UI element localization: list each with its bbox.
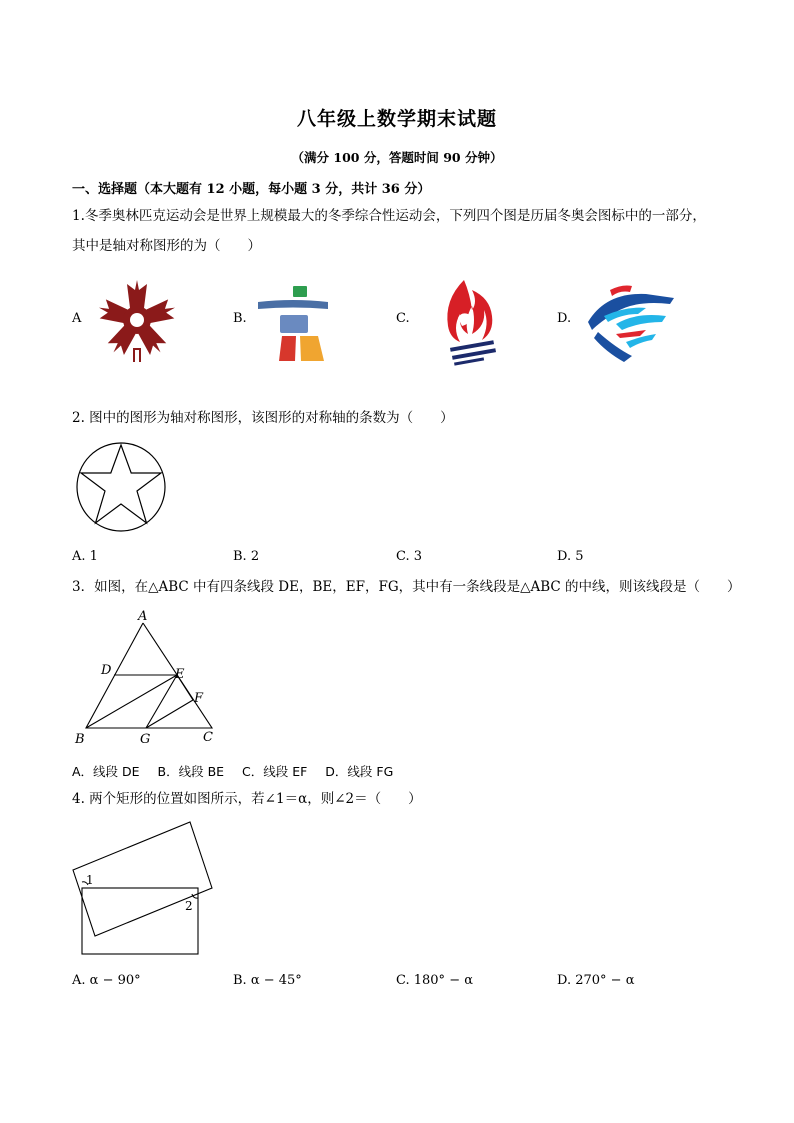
circle-star-figure [75, 441, 167, 533]
label-f: F [194, 691, 204, 706]
page-title: 八年级上数学期末试题 [296, 108, 497, 130]
q4-option-c: C. 180° − α [396, 973, 473, 988]
angle-1-label: 1 [86, 873, 94, 887]
label-a: A [138, 609, 148, 624]
q1-option-b-label: B. [233, 311, 247, 326]
q1-option-c-label: C. [396, 311, 410, 326]
label-g: G [140, 732, 151, 747]
q3-option-b: B．线段 BE [157, 764, 225, 779]
q4-option-a: A. α − 90° [72, 973, 141, 988]
ribbon-emblem-icon [586, 282, 676, 364]
label-e: E [175, 667, 185, 682]
q4-text: 4. 两个矩形的位置如图所示，若∠1＝α，则∠2＝（ ） [72, 791, 422, 807]
two-rectangles-figure [70, 818, 216, 960]
triangle-abc-figure [72, 608, 222, 748]
q3-option-d: D．线段 FG [325, 764, 394, 779]
angle-2-label: 2 [185, 899, 193, 913]
q2-option-c: C. 3 [396, 549, 423, 564]
q1-text-line1: 1.冬季奥林匹克运动会是世界上规模最大的冬季综合性运动会，下列四个图是历届冬奥会图标中的一部分， [72, 208, 706, 224]
label-c: C [203, 730, 213, 745]
q3-option-a: A．线段 DE [72, 764, 140, 779]
label-b: B [75, 732, 85, 747]
q4-option-d: D. 270° − α [557, 973, 635, 988]
torch-flame-emblem-icon [442, 276, 498, 364]
inukshuk-emblem-icon [258, 286, 328, 362]
q1-option-d-label: D. [557, 311, 572, 326]
label-d: D [101, 663, 112, 678]
page-subtitle: （满分 100 分，答题时间 90 分钟） [291, 150, 503, 165]
q2-option-a: A. 1 [72, 549, 98, 564]
q2-text: 2. 图中的图形为轴对称图形，该图形的对称轴的条数为（ ） [72, 410, 454, 426]
snowflake-emblem-icon [92, 278, 182, 364]
q1-option-a-label: A [72, 311, 82, 326]
q2-option-b: B. 2 [233, 549, 260, 564]
q3-options [72, 762, 393, 780]
section-title: 一、选择题（本大题有 12 小题，每小题 3 分，共计 36 分） [72, 182, 431, 197]
q4-option-b: B. α − 45° [233, 973, 302, 988]
q3-option-c: C．线段 EF [242, 764, 308, 779]
q1-text-line2: 其中是轴对称图形的为（ ） [72, 238, 261, 254]
q2-option-d: D. 5 [557, 549, 584, 564]
q3-text: 3．如图，在△ABC 中有四条线段 DE，BE，EF，FG，其中有一条线段是△ABC 的中线，则该线段是（ ） [72, 579, 741, 595]
